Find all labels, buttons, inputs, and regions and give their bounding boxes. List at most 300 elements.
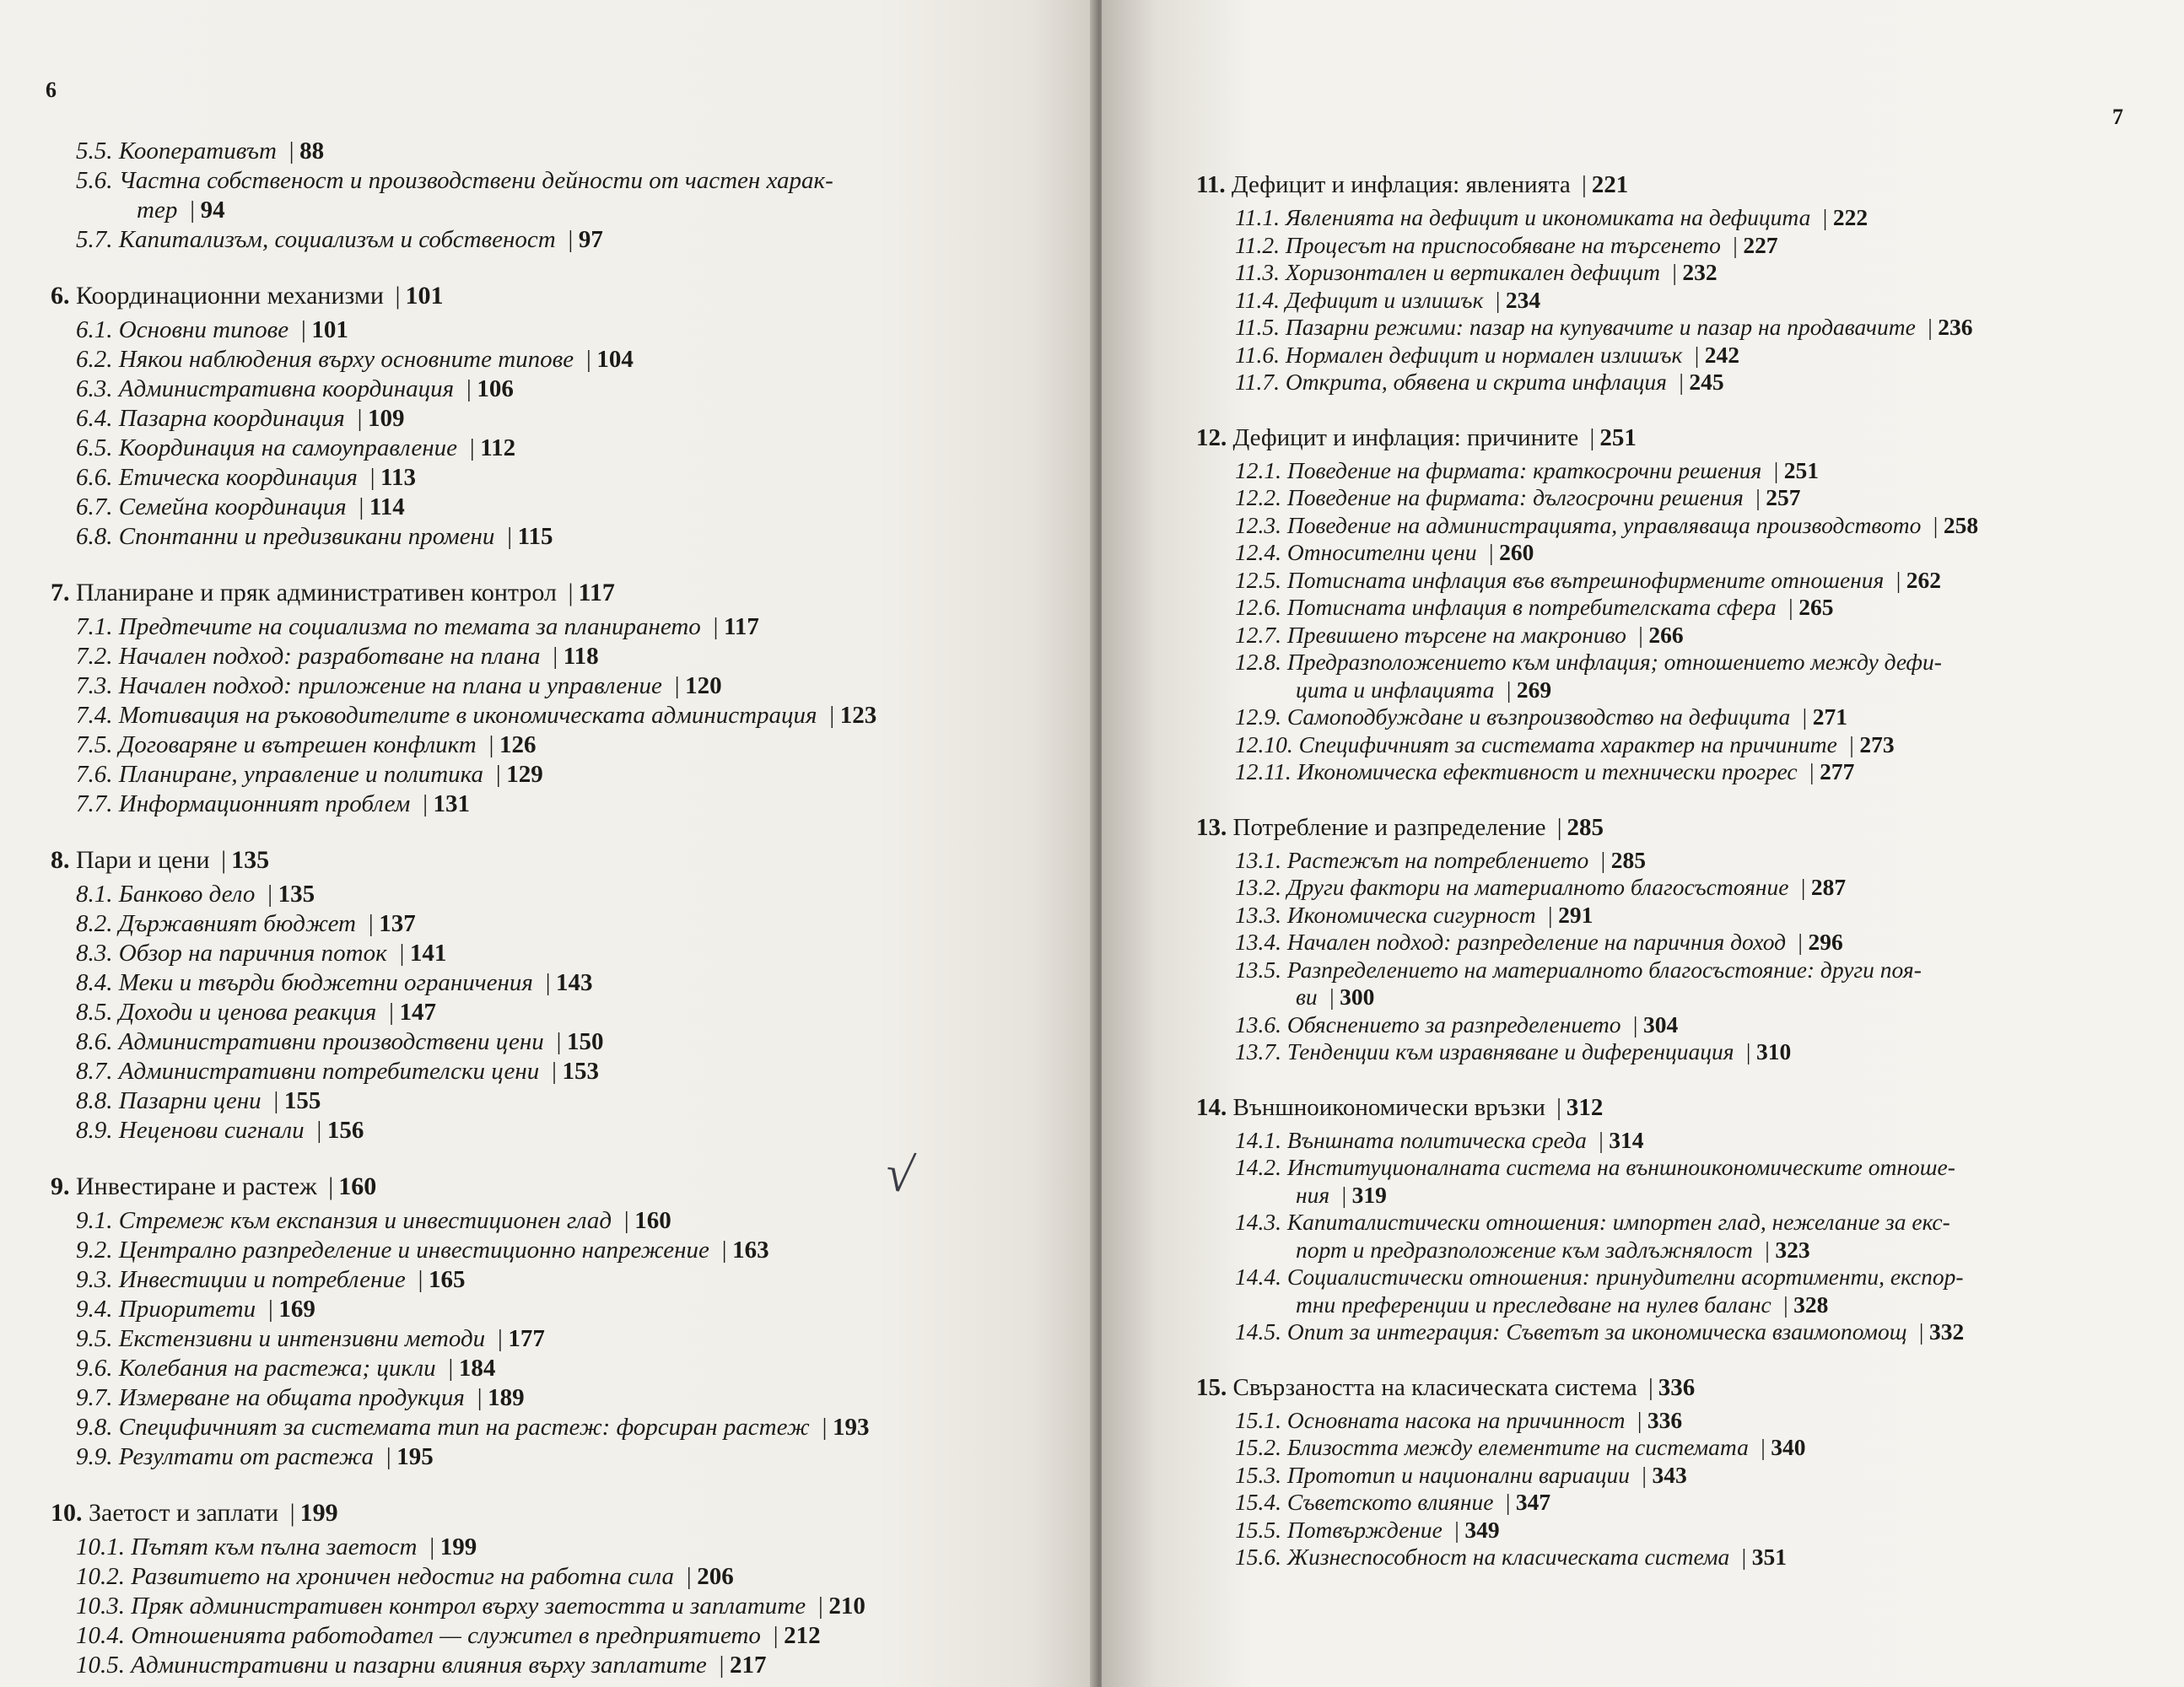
separator: | — [446, 1355, 454, 1382]
separator: | — [554, 1028, 562, 1055]
section-page-number: 193 — [832, 1414, 870, 1441]
section-title: Неценови сигнали — [118, 1117, 305, 1144]
toc-entry — [51, 1236, 1046, 1265]
section-number: 9.1. — [76, 1207, 113, 1234]
section-page-number: 150 — [566, 1028, 604, 1055]
toc-entry — [1196, 1209, 2166, 1264]
separator: | — [1926, 314, 1933, 340]
section-number: 9.3. — [76, 1266, 113, 1293]
section-title: Тенденции към изравняване и диференциация — [1286, 1038, 1734, 1064]
section-page-number: 217 — [730, 1652, 767, 1679]
chapter-title: Потребление и разпределение — [1232, 813, 1546, 841]
section-page-number: 177 — [508, 1325, 545, 1352]
section-title: Развитието на хроничен недостиг на работна сила — [131, 1563, 674, 1590]
separator: | — [1599, 846, 1606, 873]
toc-entry — [51, 493, 1046, 522]
separator: | — [266, 881, 273, 908]
section-page-number: 323 — [1775, 1236, 1810, 1263]
section-page-number: 106 — [477, 375, 514, 402]
section-number: 6.4. — [76, 405, 113, 432]
section-page-number: 97 — [578, 226, 603, 253]
section-list — [1196, 457, 2166, 786]
separator: | — [1782, 1291, 1789, 1318]
separator: | — [367, 910, 375, 937]
section-list — [51, 612, 1046, 819]
section-number: 5.5. — [76, 137, 113, 164]
toc-entry — [1196, 594, 2166, 622]
section-page-number: 265 — [1798, 594, 1834, 620]
section-title: Относителни цени — [1286, 539, 1477, 565]
toc-entry — [1196, 539, 2166, 567]
toc-entry — [1196, 484, 2166, 512]
separator: | — [1796, 929, 1804, 955]
toc-entry — [51, 1116, 1046, 1145]
right-page — [1102, 0, 2184, 1687]
section-title: Частна собственост и производствени дейности от частен харак- — [118, 167, 833, 194]
section-page-number: 300 — [1340, 984, 1375, 1010]
section-title: Растежът на потреблението — [1286, 846, 1589, 873]
separator: | — [1647, 1373, 1653, 1401]
section-title: Икономическа сигурност — [1286, 901, 1536, 928]
section-number: 8.4. — [76, 969, 113, 996]
toc-chapter — [51, 1171, 1046, 1472]
section-title-continuation — [1235, 1182, 2166, 1210]
toc-entry — [51, 463, 1046, 493]
section-number: 12.6. — [1235, 594, 1281, 620]
chapter-page-number: 117 — [578, 579, 615, 606]
section-number: 9.4. — [76, 1296, 113, 1323]
section-number: 15.4. — [1235, 1489, 1281, 1515]
section-page-number: 117 — [724, 613, 759, 640]
chapter-heading — [1196, 811, 2166, 844]
toc-entry — [51, 404, 1046, 434]
section-number: 12.9. — [1235, 703, 1281, 730]
toc-entry — [51, 137, 1046, 166]
toc-entry — [1196, 1489, 2166, 1517]
section-page-number: 131 — [433, 790, 471, 817]
section-number: 11.1. — [1235, 204, 1280, 230]
separator: | — [1556, 1093, 1561, 1121]
chapter-heading — [51, 280, 1046, 312]
section-title: Други фактори на материалното благосъстояние — [1286, 874, 1789, 900]
section-number: 9.7. — [76, 1384, 113, 1411]
separator: | — [718, 1652, 725, 1679]
section-number: 8.5. — [76, 999, 113, 1026]
separator: | — [1731, 231, 1739, 258]
separator: | — [496, 1325, 504, 1352]
toc-entry — [1196, 1517, 2166, 1544]
toc-entry — [51, 1295, 1046, 1324]
toc-entry — [1196, 204, 2166, 232]
section-page-number: 332 — [1928, 1318, 1965, 1345]
chapter-number: 10. — [51, 1499, 83, 1527]
section-page-number: 269 — [1516, 676, 1552, 703]
section-number: 11.5. — [1235, 314, 1280, 340]
page-number-right: 7 — [2112, 105, 2123, 129]
toc-entry — [1196, 314, 2166, 342]
section-page-number: 153 — [562, 1058, 600, 1085]
separator: | — [1772, 456, 1779, 483]
section-title-continuation-text: ния — [1296, 1181, 1330, 1208]
separator: | — [1640, 1461, 1647, 1488]
section-title-continuation — [1235, 984, 2166, 1011]
section-page-number: 336 — [1647, 1406, 1683, 1433]
separator: | — [505, 523, 513, 550]
toc-chapter — [51, 137, 1046, 255]
section-title: Семейна координация — [118, 493, 347, 520]
toc-entry — [1196, 1434, 2166, 1462]
section-page-number: 277 — [1820, 758, 1855, 784]
chapter-number: 11. — [1196, 171, 1226, 198]
toc-entry — [51, 790, 1046, 819]
toc-entry — [51, 1206, 1046, 1236]
section-title: Административни и пазарни влияния върху заплатите — [131, 1652, 707, 1679]
chapter-page-number: 336 — [1658, 1373, 1696, 1401]
toc-entry — [1196, 1462, 2166, 1490]
section-page-number: 222 — [1832, 204, 1869, 230]
separator: | — [623, 1207, 630, 1234]
toc-entry — [51, 434, 1046, 463]
toc-entry — [1196, 1127, 2166, 1155]
section-number: 9.6. — [76, 1355, 113, 1382]
chapter-heading — [1196, 422, 2166, 454]
chapter-page-number: 221 — [1591, 171, 1629, 198]
section-number: 7.2. — [76, 643, 113, 670]
section-title: Прототип и национални вариации — [1286, 1461, 1630, 1488]
section-page-number: 227 — [1743, 231, 1778, 258]
section-title: Поведение на администрацията, управляваща производството — [1286, 511, 1922, 538]
section-title-continuation — [1235, 676, 2166, 704]
section-title: Резултати от растежа — [118, 1443, 374, 1470]
section-page-number: 118 — [563, 643, 599, 670]
separator: | — [720, 1237, 728, 1264]
section-title-continuation — [1235, 1291, 2166, 1319]
section-page-number: 287 — [1810, 874, 1847, 900]
chapter-number: 6. — [51, 282, 70, 310]
separator: | — [1821, 204, 1828, 230]
chapter-title: Свързаността на класическата система — [1232, 1373, 1637, 1401]
section-title: Централно разпределение и инвестиционно напрежение — [118, 1237, 709, 1264]
toc-entry — [51, 998, 1046, 1027]
section-number: 8.1. — [76, 881, 113, 908]
chapter-number: 9. — [51, 1172, 70, 1200]
section-page-number: 212 — [784, 1622, 821, 1649]
section-page-number: 155 — [283, 1087, 321, 1114]
section-number: 14.4. — [1235, 1264, 1281, 1290]
toc-entry — [51, 225, 1046, 255]
separator: | — [685, 1563, 693, 1590]
section-number: 13.2. — [1235, 874, 1281, 900]
separator: | — [1917, 1318, 1924, 1345]
section-page-number: 169 — [278, 1296, 315, 1323]
section-title: Нормален дефицит и нормален излишък — [1285, 341, 1683, 368]
section-number: 10.1. — [76, 1533, 125, 1560]
section-title: Хоризонтален и вертикален дефицит — [1285, 259, 1660, 285]
toc-entry — [51, 1621, 1046, 1651]
section-title: Държавният бюджет — [118, 910, 356, 937]
chapter-title: Дефицит и инфлация: явленията — [1231, 171, 1571, 198]
section-number: 11.6. — [1235, 341, 1280, 368]
separator: | — [1597, 1126, 1604, 1153]
section-page-number: 349 — [1464, 1516, 1500, 1543]
separator: | — [1546, 901, 1554, 928]
section-title: Етическа координация — [118, 464, 358, 491]
section-list — [51, 137, 1046, 255]
section-number: 8.2. — [76, 910, 113, 937]
section-title: Кооперативът — [118, 137, 277, 164]
separator: | — [315, 1117, 322, 1144]
section-title: Институционалната система на външноикономическите отноше- — [1286, 1154, 1955, 1180]
section-title: Предразположението към инфлация; отношението между дефи- — [1286, 649, 1942, 675]
chapter-number: 12. — [1196, 423, 1227, 451]
separator: | — [673, 672, 681, 699]
separator: | — [1759, 1434, 1766, 1460]
section-number: 12.2. — [1235, 484, 1281, 510]
separator: | — [1745, 1038, 1751, 1064]
toc-entry — [1196, 847, 2166, 875]
toc-entry — [1196, 902, 2166, 930]
section-page-number: 245 — [1689, 369, 1724, 395]
section-title: Открита, обявена и скрита инфлация — [1285, 369, 1667, 395]
section-number: 7.6. — [76, 761, 113, 788]
chapter-title: Пари и цени — [76, 846, 210, 874]
separator: | — [1787, 594, 1794, 620]
section-number: 15.2. — [1235, 1434, 1281, 1460]
section-page-number: 310 — [1755, 1038, 1792, 1064]
section-title: Предтечите на социализма по темата за планирането — [118, 613, 701, 640]
section-number: 10.4. — [76, 1622, 125, 1649]
section-title: Координация на самоуправление — [118, 434, 457, 461]
separator: | — [1670, 259, 1678, 285]
chapter-heading — [51, 1497, 1046, 1529]
section-title: Административни потребителски цени — [118, 1058, 540, 1085]
section-title: Инвестиции и потребление — [118, 1266, 406, 1293]
section-title: Мотивация на ръководителите в икономическата администрация — [118, 702, 817, 729]
section-page-number: 126 — [499, 731, 537, 758]
chapter-heading — [1196, 1091, 2166, 1124]
section-number: 13.5. — [1235, 956, 1281, 983]
section-page-number: 206 — [697, 1563, 734, 1590]
section-number: 13.7. — [1235, 1038, 1281, 1064]
section-number: 11.3. — [1235, 259, 1280, 285]
toc-entry — [1196, 1011, 2166, 1039]
toc-chapter — [51, 280, 1046, 552]
section-title-continuation-text: порт и предразположение към задлъжнялост — [1296, 1236, 1753, 1263]
toc-entry — [51, 1265, 1046, 1295]
section-title: Планиране, управление и политика — [118, 761, 484, 788]
toc-entry — [51, 760, 1046, 790]
toc-entry — [51, 1324, 1046, 1354]
separator: | — [1487, 539, 1495, 565]
section-number: 14.2. — [1235, 1154, 1281, 1180]
chapter-title: Дефицит и инфлация: причините — [1232, 423, 1579, 451]
section-title: Някои наблюдения върху основните типове — [118, 346, 574, 373]
section-number: 12.10. — [1235, 730, 1293, 757]
toc-chapter — [1196, 1091, 2166, 1346]
section-page-number: 242 — [1704, 341, 1740, 368]
separator: | — [1740, 1544, 1747, 1570]
section-number: 10.5. — [76, 1652, 125, 1679]
toc-entry — [51, 909, 1046, 939]
section-number: 14.3. — [1235, 1209, 1281, 1235]
section-number: 8.6. — [76, 1028, 113, 1055]
toc-entry — [1196, 649, 2166, 703]
toc-entry — [51, 968, 1046, 998]
section-title-continuation-text: тни преференции и преследване на нулев баланс — [1296, 1291, 1771, 1318]
section-page-number: 94 — [200, 197, 225, 224]
section-number: 9.2. — [76, 1237, 113, 1264]
section-list — [51, 315, 1046, 552]
section-number: 6.1. — [76, 316, 113, 343]
toc-entry — [51, 1651, 1046, 1680]
section-number: 15.5. — [1235, 1516, 1281, 1543]
section-number: 12.3. — [1235, 511, 1281, 538]
section-page-number: 112 — [480, 434, 516, 461]
toc-chapter — [51, 1497, 1046, 1680]
toc-entry — [51, 315, 1046, 345]
section-page-number: 101 — [311, 316, 348, 343]
section-page-number: 115 — [517, 523, 553, 550]
section-number: 9.5. — [76, 1325, 113, 1352]
section-page-number: 260 — [1499, 539, 1534, 565]
section-number: 11.7. — [1235, 369, 1280, 395]
section-title: Основни типове — [118, 316, 289, 343]
section-title-continuation-text: тер — [137, 197, 178, 224]
section-number: 6.6. — [76, 464, 113, 491]
toc-entry — [51, 1533, 1046, 1562]
toc-entry — [51, 730, 1046, 760]
section-number: 13.4. — [1235, 929, 1281, 955]
section-page-number: 189 — [488, 1384, 525, 1411]
section-number: 6.8. — [76, 523, 113, 550]
section-page-number: 156 — [326, 1117, 364, 1144]
section-page-number: 135 — [278, 881, 315, 908]
section-page-number: 343 — [1652, 1461, 1687, 1488]
section-title: Стремеж към експанзия и инвестиционен глад — [118, 1207, 612, 1234]
section-page-number: 143 — [556, 969, 593, 996]
separator: | — [566, 226, 574, 253]
separator: | — [1589, 423, 1595, 451]
toc-entry — [51, 701, 1046, 730]
section-title: Административна координация — [118, 375, 455, 402]
section-page-number: 257 — [1766, 484, 1801, 510]
chapter-number: 13. — [1196, 813, 1227, 841]
section-title: Близостта между елементите на системата — [1286, 1434, 1749, 1460]
section-list — [51, 1533, 1046, 1680]
chapter-heading — [1196, 169, 2166, 201]
separator: | — [385, 1443, 392, 1470]
toc-entry — [1196, 232, 2166, 260]
separator: | — [369, 464, 376, 491]
toc-entry — [51, 612, 1046, 642]
section-number: 8.8. — [76, 1087, 113, 1114]
section-title: Икономическа ефективност и технически прогрес — [1297, 758, 1798, 784]
section-title: Колебания на растежа; цикли — [118, 1355, 436, 1382]
chapter-heading — [51, 577, 1046, 609]
toc-entry — [51, 880, 1046, 909]
section-page-number: 147 — [399, 999, 436, 1026]
toc-left — [51, 133, 1046, 1687]
section-number: 7.1. — [76, 613, 113, 640]
separator: | — [1799, 874, 1806, 900]
section-title-continuation-text: ви — [1296, 984, 1318, 1010]
section-page-number: 262 — [1906, 566, 1942, 593]
toc-chapter — [1196, 811, 2166, 1066]
separator: | — [1556, 813, 1562, 841]
section-title: Специфичният за системата характер на причините — [1298, 730, 1837, 757]
section-title: Обяснението за разпределението — [1286, 1011, 1621, 1038]
section-page-number: 314 — [1609, 1126, 1644, 1153]
separator: | — [357, 493, 364, 520]
separator: | — [356, 405, 363, 432]
separator: | — [417, 1266, 423, 1293]
separator: | — [1453, 1516, 1460, 1543]
toc-entry — [1196, 622, 2166, 649]
separator: | — [397, 940, 405, 967]
section-title: Процесът на приспособяване на търсенето — [1285, 231, 1721, 258]
separator: | — [288, 137, 295, 164]
section-number: 8.7. — [76, 1058, 113, 1085]
toc-entry — [51, 1086, 1046, 1116]
separator: | — [468, 434, 476, 461]
section-number: 12.7. — [1235, 621, 1281, 648]
separator: | — [421, 790, 429, 817]
chapter-title: Планиране и пряк административен контрол — [76, 579, 557, 606]
section-title: Външната политическа среда — [1286, 1126, 1587, 1153]
toc-entry — [51, 1413, 1046, 1442]
toc-chapter — [1196, 1372, 2166, 1571]
chapter-heading — [51, 844, 1046, 876]
section-title: Жизнеспособност на класическата система — [1286, 1544, 1730, 1570]
section-number: 9.9. — [76, 1443, 113, 1470]
chapter-number: 7. — [51, 579, 70, 606]
section-title: Банково дело — [118, 881, 256, 908]
separator: | — [1754, 484, 1761, 510]
section-page-number: 163 — [732, 1237, 769, 1264]
section-number: 13.1. — [1235, 846, 1281, 873]
toc-entry — [51, 345, 1046, 375]
section-page-number: 319 — [1351, 1181, 1387, 1208]
separator: | — [395, 282, 401, 310]
section-page-number: 129 — [506, 761, 543, 788]
section-title-continuation — [76, 196, 1046, 225]
section-title: Доходи и ценова реакция — [118, 999, 377, 1026]
separator: | — [1801, 703, 1808, 730]
section-number: 5.6. — [76, 167, 113, 194]
separator: | — [1494, 286, 1501, 313]
section-number: 6.2. — [76, 346, 113, 373]
section-page-number: 258 — [1943, 511, 1979, 538]
section-page-number: 199 — [439, 1533, 477, 1560]
section-title: Измерване на общата продукция — [118, 1384, 465, 1411]
toc-entry — [1196, 957, 2166, 1011]
section-page-number: 109 — [368, 405, 405, 432]
chapter-title: Инвестиране и растеж — [76, 1172, 317, 1200]
toc-entry — [1196, 342, 2166, 369]
toc-chapter — [1196, 169, 2166, 396]
separator: | — [428, 1533, 435, 1560]
section-page-number: 165 — [429, 1266, 466, 1293]
section-title-continuation-text: цита и инфлацията — [1296, 676, 1495, 703]
section-number: 12.4. — [1235, 539, 1281, 565]
section-page-number: 266 — [1648, 621, 1684, 648]
separator: | — [1340, 1181, 1347, 1208]
toc-entry — [1196, 457, 2166, 485]
section-title: Пряк административен контрол върху заетостта и заплатите — [131, 1593, 806, 1620]
section-title: Информационният проблем — [118, 790, 411, 817]
separator: | — [828, 702, 835, 729]
section-number: 15.6. — [1235, 1544, 1281, 1570]
